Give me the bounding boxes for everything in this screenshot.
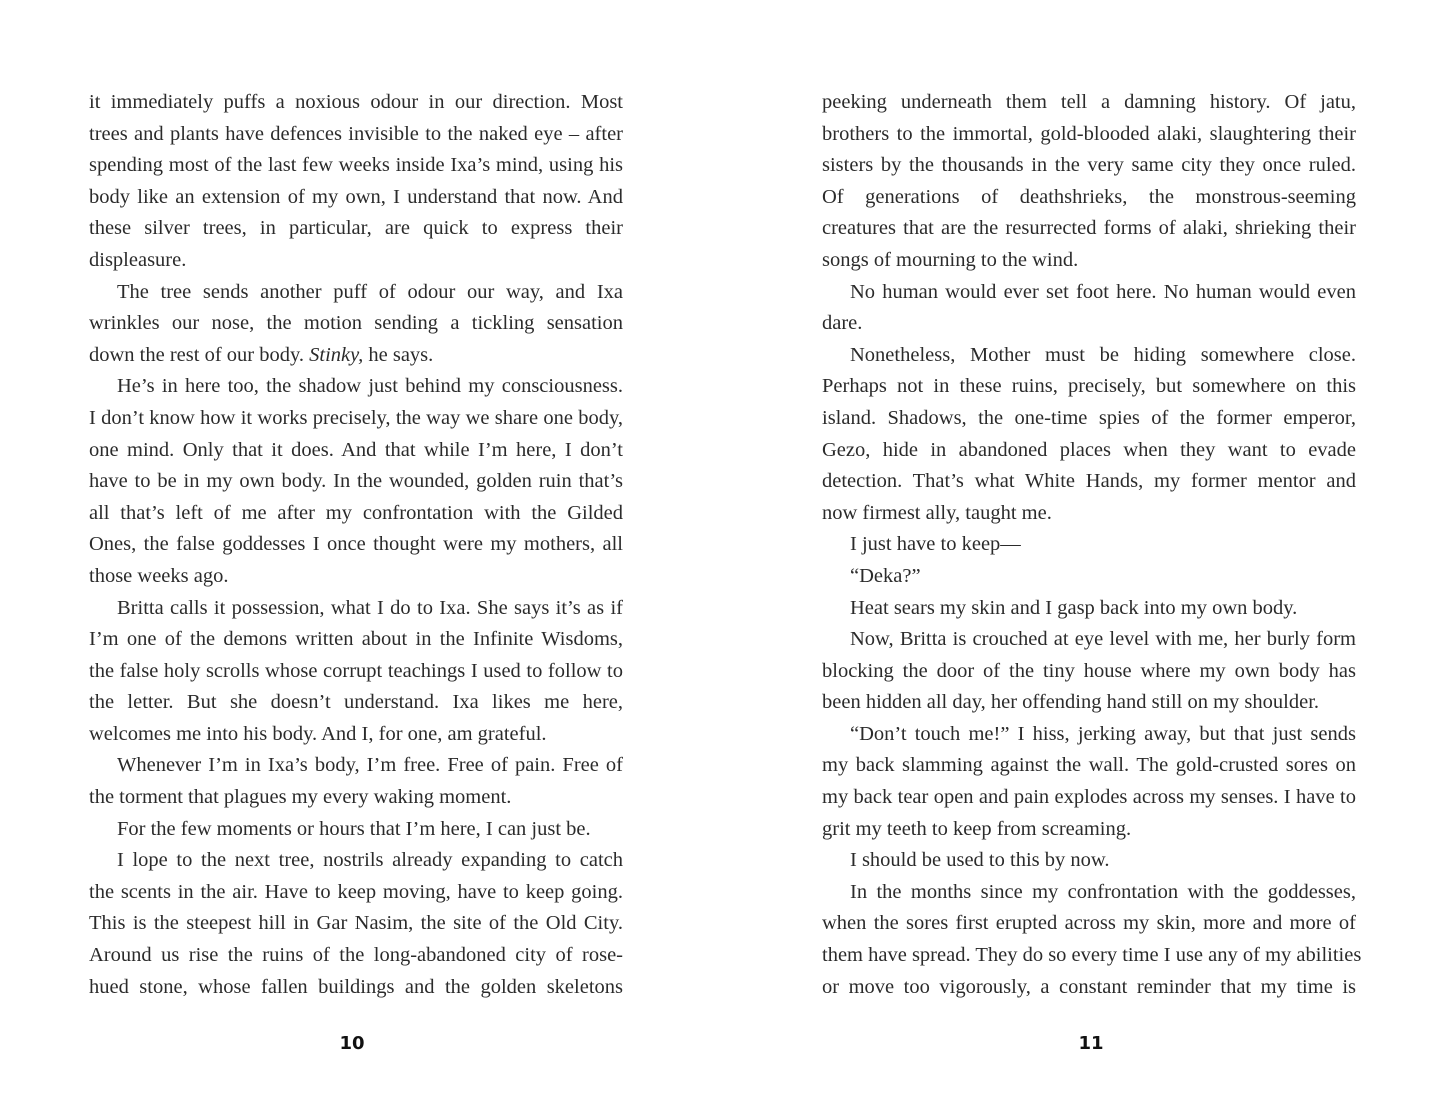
paragraph [89, 814, 623, 846]
text-line: blocking the door of the tiny house where my own body has [822, 659, 1356, 682]
text-line: have to be in my own body. In the wounded, golden ruin that’s [89, 470, 623, 493]
text-line: Ones, the false goddesses I once thought were my mothers, all [89, 533, 623, 556]
text-line: been hidden all day, her offending hand still on my shoulder. [822, 691, 1320, 714]
text-line: spending most of the last few weeks inside Ixa’s mind, using his [89, 154, 623, 177]
text-line: the scents in the air. Have to keep moving, have to keep going. [89, 880, 623, 903]
text-line: Whenever I’m in Ixa’s body, I’m free. Free of pain. Free of [117, 754, 623, 777]
text-segment: down the rest of our body. [89, 343, 310, 366]
text-line: Now, Britta is crouched at eye level with me, her burly form [850, 628, 1356, 651]
text-line: one mind. Only that it does. And that while I’m here, I don’t [89, 438, 623, 461]
text-line: all that’s left of me after my confrontation with the Gilded [89, 501, 623, 524]
text-line: it immediately puffs a noxious odour in our direction. Most [89, 91, 623, 113]
paragraph [822, 87, 1356, 277]
paragraph [822, 561, 1356, 593]
text-line: wrinkles our nose, the motion sending a tickling sensation [89, 312, 623, 335]
text-line: This is the steepest hill in Gar Nasim, the site of the Old City. [89, 912, 623, 935]
text-line: now firmest ally, taught me. [822, 501, 1052, 524]
text-line: Heat sears my skin and I gasp back into my own body. [850, 596, 1298, 619]
paragraph [89, 845, 623, 1003]
left-page-text [89, 87, 623, 1003]
text-line: brothers to the immortal, gold-blooded alaki, slaughtering their [822, 122, 1356, 145]
text-line: trees and plants have defences invisible to the naked eye – after [89, 122, 623, 145]
text-line: welcomes me into his body. And I, for one, am grateful. [89, 722, 547, 745]
text-line: island. Shadows, the one-time spies of the former emperor, [822, 406, 1356, 429]
text-line: I should be used to this by now. [850, 849, 1110, 872]
text-line: creatures that are the resurrected forms of alaki, shrieking their [822, 217, 1356, 240]
text-line: the false holy scrolls whose corrupt teachings I used to follow to [89, 659, 623, 682]
text-segment: he says. [363, 343, 434, 366]
paragraph [89, 371, 623, 592]
text-line: “Deka?” [850, 564, 921, 587]
right-page-text [822, 87, 1362, 1003]
text-line: Gezo, hide in abandoned places when they want to evade [822, 438, 1356, 461]
text-line: The tree sends another puff of odour our way, and Ixa [117, 280, 623, 303]
text-line: Britta calls it possession, what I do to Ixa. She says it’s as if [117, 596, 623, 619]
paragraph [822, 277, 1356, 340]
text-line: body like an extension of my own, I understand that now. And [89, 185, 623, 208]
text-line: I don’t know how it works precisely, the way we share one body, [89, 406, 623, 429]
paragraph [822, 877, 1362, 1003]
text-line: No human would ever set foot here. No human would even [850, 280, 1356, 303]
text-line: I lope to the next tree, nostrils already expanding to catch [117, 849, 623, 872]
text-line: Of generations of deathshrieks, the monstrous-seeming [822, 185, 1356, 208]
text-line: I’m one of the demons written about in the Infinite Wisdoms, [89, 628, 623, 651]
text-line [89, 340, 623, 372]
text-line: He’s in here too, the shadow just behind my consciousness. [117, 375, 623, 398]
text-line: detection. That’s what White Hands, my former mentor and [822, 470, 1356, 493]
text-line: Nonetheless, Mother must be hiding somewhere close. [850, 343, 1356, 366]
paragraph [822, 624, 1356, 719]
text-line: “Don’t touch me!” I hiss, jerking away, but that just sends [850, 722, 1356, 745]
paragraph [89, 277, 623, 372]
text-line: In the months since my confrontation with the goddesses, [850, 880, 1356, 903]
text-line: sisters by the thousands in the very same city they once ruled. [822, 154, 1356, 177]
paragraph [822, 529, 1356, 561]
page-number-right: 11 [1078, 1033, 1104, 1054]
text-line: those weeks ago. [89, 564, 229, 587]
paragraph [89, 593, 623, 751]
text-line: Perhaps not in these ruins, precisely, but somewhere on this [822, 375, 1356, 398]
paragraph [822, 719, 1356, 845]
text-line: grit my teeth to keep from screaming. [822, 817, 1132, 840]
paragraph [822, 593, 1356, 625]
italic-text: Stinky, [309, 343, 364, 366]
page-number-left: 10 [339, 1033, 365, 1054]
paragraph [822, 340, 1356, 530]
text-line: them have spread. They do so every time I use any of my abilities [822, 944, 1362, 967]
text-line: Around us rise the ruins of the long-abandoned city of rose- [89, 944, 623, 967]
text-line: peeking underneath them tell a damning history. Of jatu, [822, 91, 1356, 113]
text-line: displeasure. [89, 248, 187, 271]
text-line: the torment that plagues my every waking moment. [89, 786, 512, 809]
paragraph [89, 87, 623, 277]
text-line: my back tear open and pain explodes across my senses. I have to [822, 786, 1356, 809]
paragraph [822, 845, 1356, 877]
text-line: For the few moments or hours that I’m here, I can just be. [117, 817, 591, 840]
paragraph [89, 750, 623, 813]
text-line: dare. [822, 312, 863, 335]
text-line: these silver trees, in particular, are quick to express their [89, 217, 623, 240]
text-line: songs of mourning to the wind. [822, 248, 1079, 271]
text-line: my back slamming against the wall. The gold-crusted sores on [822, 754, 1356, 777]
text-line: I just have to keep— [850, 533, 1021, 556]
text-line: when the sores first erupted across my skin, more and more of [822, 912, 1356, 935]
text-line: or move too vigorously, a constant reminder that my time is [822, 975, 1356, 998]
text-line: hued stone, whose fallen buildings and the golden skeletons [89, 975, 623, 998]
text-line: the letter. But she doesn’t understand. Ixa likes me here, [89, 691, 623, 714]
